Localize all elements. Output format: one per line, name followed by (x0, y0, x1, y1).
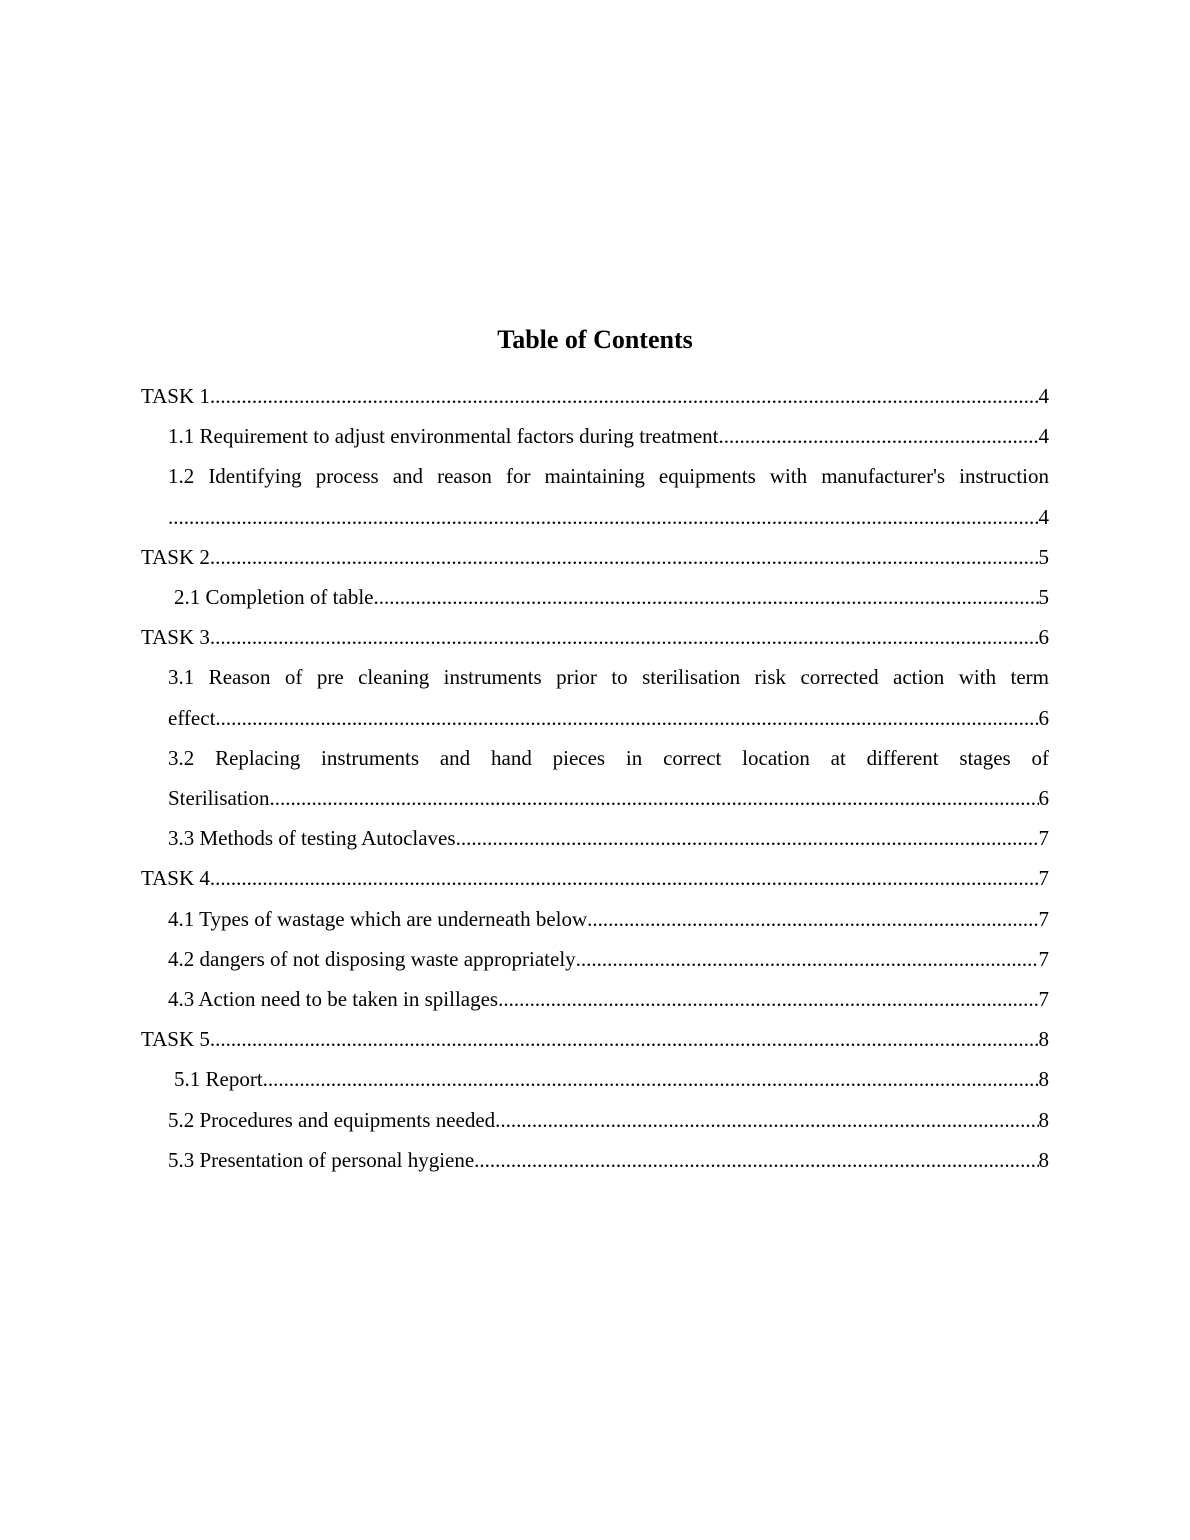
toc-entry-3-3[interactable] (141, 818, 1049, 858)
toc-entry-5-3[interactable] (141, 1140, 1049, 1180)
toc-page-number: 7 (1038, 826, 1049, 851)
toc-entry-text: 5.2 Procedures and equipments needed (168, 1107, 496, 1132)
toc-page-number: 5 (1038, 544, 1049, 569)
dot-leader (210, 1019, 1039, 1059)
toc-entry-text: TASK 3 (141, 625, 210, 650)
toc-entry-task-4[interactable] (141, 858, 1049, 898)
toc-entry-text: TASK 2 (141, 544, 210, 569)
toc-page-number: 8 (1038, 1147, 1049, 1172)
toc-entry-3-2[interactable] (141, 738, 1049, 818)
dot-leader (495, 1100, 1038, 1140)
dot-leader (270, 778, 1039, 818)
toc-entry-text: 4.3 Action need to be taken in spillages (168, 987, 499, 1012)
toc-entry-5-2[interactable] (141, 1100, 1049, 1140)
toc-entry-4-2[interactable] (141, 939, 1049, 979)
dot-leader (498, 979, 1038, 1019)
toc-entry-text: 4.1 Types of wastage which are underneath below (168, 906, 588, 931)
toc-entry-3-1[interactable] (141, 657, 1049, 737)
toc-entry-text: 5.3 Presentation of personal hygiene (168, 1147, 475, 1172)
toc-entry-text: 4.2 dangers of not disposing waste appropriately (168, 946, 576, 971)
toc-page-number: 6 (1038, 786, 1049, 811)
dot-leader (373, 577, 1038, 617)
dot-leader (474, 1140, 1038, 1180)
toc-entry-text: 3.2 Replacing instruments and hand pieces in correct location at different stages of (168, 745, 1049, 770)
toc-page-number: 4 (1038, 384, 1049, 408)
toc-page-number: 6 (1038, 625, 1049, 650)
dot-leader (576, 939, 1039, 979)
toc-title: Table of Contents (497, 325, 693, 354)
toc-entry-task-1[interactable] (141, 376, 1049, 416)
dot-leader (168, 497, 1039, 537)
toc-entry-text: 5.1 Report (174, 1067, 263, 1092)
toc-page-number: 7 (1038, 906, 1049, 931)
toc-entry-text: 2.1 Completion of table (174, 585, 374, 610)
toc-page-number: 4 (1038, 504, 1049, 529)
dot-leader (263, 1059, 1039, 1099)
dot-leader (456, 818, 1039, 858)
toc-entry-1-1[interactable] (141, 416, 1049, 456)
dot-leader (587, 899, 1038, 939)
dot-leader (719, 416, 1039, 456)
toc-page-number: 8 (1038, 1067, 1049, 1092)
toc-entry-task-5[interactable] (141, 1019, 1049, 1059)
toc-page-number: 7 (1038, 946, 1049, 971)
toc-page-number: 8 (1038, 1027, 1049, 1052)
toc-entry-1-2[interactable] (141, 456, 1049, 536)
toc-entry-text: TASK 4 (141, 866, 210, 891)
toc-entry-5-1[interactable] (141, 1059, 1049, 1099)
dot-leader (215, 698, 1038, 738)
toc-entry-task-3[interactable] (141, 617, 1049, 657)
toc-entry-text: 3.1 Reason of pre cleaning instruments prior to sterilisation risk corrected action with term (168, 665, 1049, 690)
toc-page-number: 6 (1038, 705, 1049, 730)
dot-leader (210, 858, 1039, 898)
toc-list (141, 376, 1049, 1180)
toc-page-number: 7 (1038, 987, 1049, 1012)
toc-page-number: 4 (1038, 424, 1049, 449)
toc-entry-text: 3.3 Methods of testing Autoclaves (168, 826, 456, 851)
toc-page-number: 5 (1038, 585, 1049, 610)
dot-leader (210, 537, 1039, 577)
toc-entry-text: TASK 5 (141, 1027, 210, 1052)
toc-entry-text: TASK 1 (141, 384, 210, 408)
toc-entry-text-continued: Sterilisation (168, 786, 270, 811)
dot-leader (210, 617, 1039, 657)
toc-entry-text: 1.2 Identifying process and reason for maintaining equipments with manufacturer's instruction (168, 464, 1049, 489)
toc-page-number: 7 (1038, 866, 1049, 891)
toc-entry-text: 1.1 Requirement to adjust environmental factors during treatment (168, 424, 719, 449)
toc-entry-text-continued: effect (168, 705, 216, 730)
toc-entry-task-2[interactable] (141, 537, 1049, 577)
toc-entry-4-1[interactable] (141, 899, 1049, 939)
toc-entry-4-3[interactable] (141, 979, 1049, 1019)
toc-page-number: 8 (1038, 1107, 1049, 1132)
toc-entry-2-1[interactable] (141, 577, 1049, 617)
dot-leader (210, 376, 1039, 416)
